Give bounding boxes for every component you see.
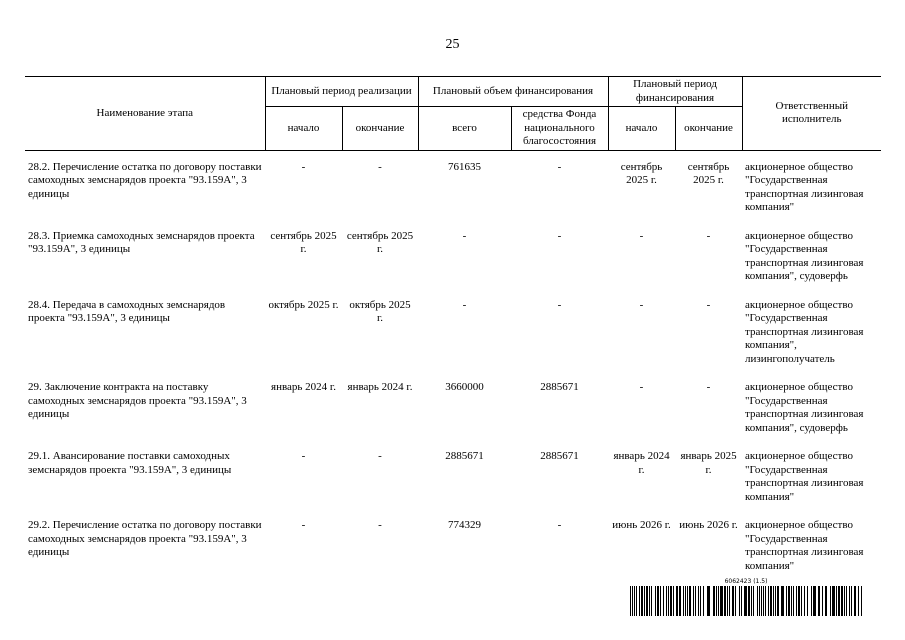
- barcode-bar: [716, 586, 717, 616]
- barcode-bar: [811, 586, 812, 616]
- barcode-bar: [649, 586, 650, 616]
- fin-end-cell: сентябрь 2025 г.: [687, 160, 730, 186]
- barcode-bar: [707, 586, 710, 616]
- nwf-cell: -: [557, 229, 562, 242]
- barcode-caption: 6062423 (1.5): [724, 578, 768, 585]
- fin-start-cell: -: [639, 298, 644, 311]
- funding-plan-table: [25, 76, 881, 582]
- impl-end-cell: сентябрь 2025 г.: [346, 229, 414, 255]
- table-row: [25, 513, 881, 582]
- total-cell: 3660000: [445, 381, 484, 393]
- barcode-image: [630, 586, 862, 616]
- barcode-bar: [744, 586, 747, 616]
- barcode-bar: [748, 586, 750, 616]
- barcode-bar: [781, 586, 784, 616]
- fin-start-cell: январь 2024 г.: [613, 450, 670, 476]
- barcode-bar: [788, 586, 790, 616]
- stage-name-cell: 29.2. Перечисление остатка по договору поставки самоходных земснарядов проекта "93.159А", 3 единицы: [28, 519, 262, 558]
- barcode-bar: [700, 586, 701, 616]
- nwf-cell: -: [557, 519, 562, 531]
- header-impl-period: Плановый период реализации: [265, 77, 418, 107]
- impl-start-cell: -: [301, 450, 306, 462]
- nwf-cell: -: [557, 160, 562, 173]
- barcode-bar: [673, 586, 674, 616]
- total-cell: -: [462, 229, 467, 242]
- barcode-bar: [695, 586, 696, 616]
- barcode-bar: [685, 586, 686, 616]
- barcode-bar: [761, 586, 762, 616]
- barcode-bar: [727, 586, 728, 616]
- barcode-bar: [651, 586, 652, 616]
- barcode-bar: [801, 586, 802, 616]
- barcode-bar: [841, 586, 843, 616]
- impl-end-cell: октябрь 2025 г.: [349, 298, 411, 324]
- impl-end-cell: -: [378, 519, 382, 531]
- barcode-bar: [687, 586, 688, 616]
- barcode-bar: [698, 586, 699, 616]
- total-cell: 774329: [448, 519, 481, 531]
- stage-name-cell: 29.1. Авансирование поставки самоходных земснарядов проекта "93.159А", 3 единицы: [28, 450, 232, 476]
- barcode-bar: [634, 586, 635, 616]
- barcode-bar: [846, 586, 847, 616]
- barcode-bar: [751, 586, 752, 616]
- table-row: [25, 150, 881, 224]
- barcode-bar: [777, 586, 779, 616]
- stage-name-cell: 29. Заключение контракта на поставку самоходных земснарядов проекта "93.159А", 3 единицы: [28, 381, 247, 420]
- responsible-cell: акционерное общество "Государственная транспортная лизинговая компания", судоверфь: [745, 229, 864, 282]
- stage-name-cell: 28.2. Перечисление остатка по договору поставки самоходных земснарядов проекта "93.159А", 3 единицы: [28, 160, 262, 200]
- impl-start-cell: -: [301, 160, 306, 173]
- barcode-bar: [825, 586, 827, 616]
- table-row: [25, 375, 881, 444]
- barcode-bar: [775, 586, 776, 616]
- responsible-cell: акционерное общество "Государственная транспортная лизинговая компания": [745, 160, 864, 213]
- barcode-bar: [683, 586, 684, 616]
- barcode-bar: [646, 586, 648, 616]
- fin-end-cell: -: [706, 381, 711, 393]
- stage-name-cell: 28.4. Передача в самоходных земснарядов проекта "93.159А", 3 единицы: [28, 298, 226, 324]
- barcode-bar: [670, 586, 672, 616]
- page-number: 25: [445, 37, 460, 52]
- barcode-bar: [798, 586, 800, 616]
- table-row: [25, 444, 881, 513]
- barcode-bar: [791, 586, 792, 616]
- impl-start-cell: сентябрь 2025 г.: [270, 229, 337, 255]
- barcode-bar: [639, 586, 640, 616]
- table-row: [25, 224, 881, 293]
- barcode-bar: [838, 586, 840, 616]
- barcode-bar: [759, 586, 760, 616]
- barcode-bar: [632, 586, 633, 616]
- barcode-bar: [804, 586, 805, 616]
- fin-end-cell: -: [706, 298, 711, 311]
- barcode-bar: [630, 586, 631, 616]
- barcode-bar: [832, 586, 835, 616]
- header-nwf: средства Фонда национального благосостояния: [511, 107, 608, 151]
- barcode-bar: [703, 586, 704, 616]
- header-stage-name: Наименование этапа: [25, 77, 265, 151]
- barcode-bar: [713, 586, 715, 616]
- barcode-bar: [735, 586, 736, 616]
- barcode-bar: [786, 586, 787, 616]
- barcode-bar: [757, 586, 758, 616]
- responsible-cell: акционерное общество "Государственная транспортная лизинговая компания", судоверфь: [745, 381, 864, 434]
- barcode-bar: [818, 586, 820, 616]
- header-funding-period: Плановый период финансирования: [608, 77, 742, 107]
- barcode-bar: [689, 586, 691, 616]
- barcode-bar: [770, 586, 772, 616]
- impl-end-cell: -: [378, 160, 382, 173]
- fin-start-cell: сентябрь 2025 г.: [620, 160, 663, 186]
- fin-end-cell: июнь 2026 г.: [679, 519, 738, 531]
- barcode-bar: [657, 586, 659, 616]
- barcode-bar: [641, 586, 643, 616]
- barcode-block: [630, 578, 862, 616]
- stage-name-cell: 28.3. Приемка самоходных земснарядов проекта "93.159А", 3 единицы: [28, 229, 255, 255]
- header-fin-end: окончание: [675, 107, 742, 151]
- impl-start-cell: -: [301, 519, 306, 531]
- impl-start-cell: октябрь 2025 г.: [268, 298, 339, 311]
- barcode-bar: [732, 586, 734, 616]
- nwf-cell: 2885671: [540, 450, 579, 462]
- impl-end-cell: -: [378, 450, 382, 462]
- barcode-bar: [849, 586, 850, 616]
- nwf-cell: 2885671: [540, 381, 579, 393]
- header-total: всего: [418, 107, 511, 151]
- table-row: [25, 293, 881, 376]
- barcode-bar: [720, 586, 723, 616]
- barcode-bar: [793, 586, 794, 616]
- barcode-bar: [773, 586, 774, 616]
- barcode-bar: [807, 586, 808, 616]
- barcode-bar: [858, 586, 859, 616]
- barcode-bar: [718, 586, 719, 616]
- header-impl-end: окончание: [342, 107, 418, 151]
- barcode-bar: [854, 586, 856, 616]
- barcode-bar: [668, 586, 669, 616]
- fin-end-cell: -: [706, 229, 711, 242]
- impl-end-cell: январь 2024 г.: [347, 381, 413, 393]
- barcode-bar: [655, 586, 656, 616]
- responsible-cell: акционерное общество "Государственная транспортная лизинговая компания": [745, 519, 864, 572]
- barcode-bar: [676, 586, 678, 616]
- barcode-bar: [636, 586, 637, 616]
- barcode-bar: [693, 586, 694, 616]
- barcode-bar: [830, 586, 831, 616]
- barcode-bar: [724, 586, 726, 616]
- fin-end-cell: январь 2025 г.: [680, 450, 737, 476]
- nwf-cell: -: [557, 298, 562, 311]
- barcode-bar: [741, 586, 742, 616]
- barcode-bar: [763, 586, 764, 616]
- impl-start-cell: январь 2024 г.: [271, 381, 336, 393]
- barcode-bar: [739, 586, 740, 616]
- barcode-bar: [822, 586, 823, 616]
- responsible-cell: акционерное общество "Государственная транспортная лизинговая компания": [745, 450, 864, 503]
- fin-start-cell: -: [639, 381, 644, 393]
- responsible-cell: акционерное общество "Государственная транспортная лизинговая компания", лизингополучатель: [745, 298, 864, 365]
- barcode-bar: [663, 586, 664, 616]
- barcode-bar: [796, 586, 797, 616]
- barcode-bar: [679, 586, 681, 616]
- barcode-bar: [660, 586, 661, 616]
- barcode-bar: [836, 586, 837, 616]
- header-impl-start: начало: [265, 107, 342, 151]
- header-funding-volume: Плановый объем финансирования: [418, 77, 608, 107]
- barcode-bar: [861, 586, 862, 616]
- barcode-bar: [666, 586, 667, 616]
- barcode-bar: [844, 586, 845, 616]
- barcode-bar: [768, 586, 769, 616]
- total-cell: -: [462, 298, 467, 311]
- barcode-bar: [765, 586, 766, 616]
- total-cell: 761635: [448, 160, 481, 173]
- barcode-bar: [644, 586, 645, 616]
- header-responsible: Ответственный исполнитель: [742, 77, 881, 151]
- barcode-bar: [729, 586, 730, 616]
- barcode-bar: [851, 586, 852, 616]
- barcode-bar: [813, 586, 816, 616]
- fin-start-cell: июнь 2026 г.: [612, 519, 671, 531]
- barcode-bar: [753, 586, 754, 616]
- header-fin-start: начало: [608, 107, 675, 151]
- total-cell: 2885671: [445, 450, 484, 462]
- fin-start-cell: -: [639, 229, 644, 242]
